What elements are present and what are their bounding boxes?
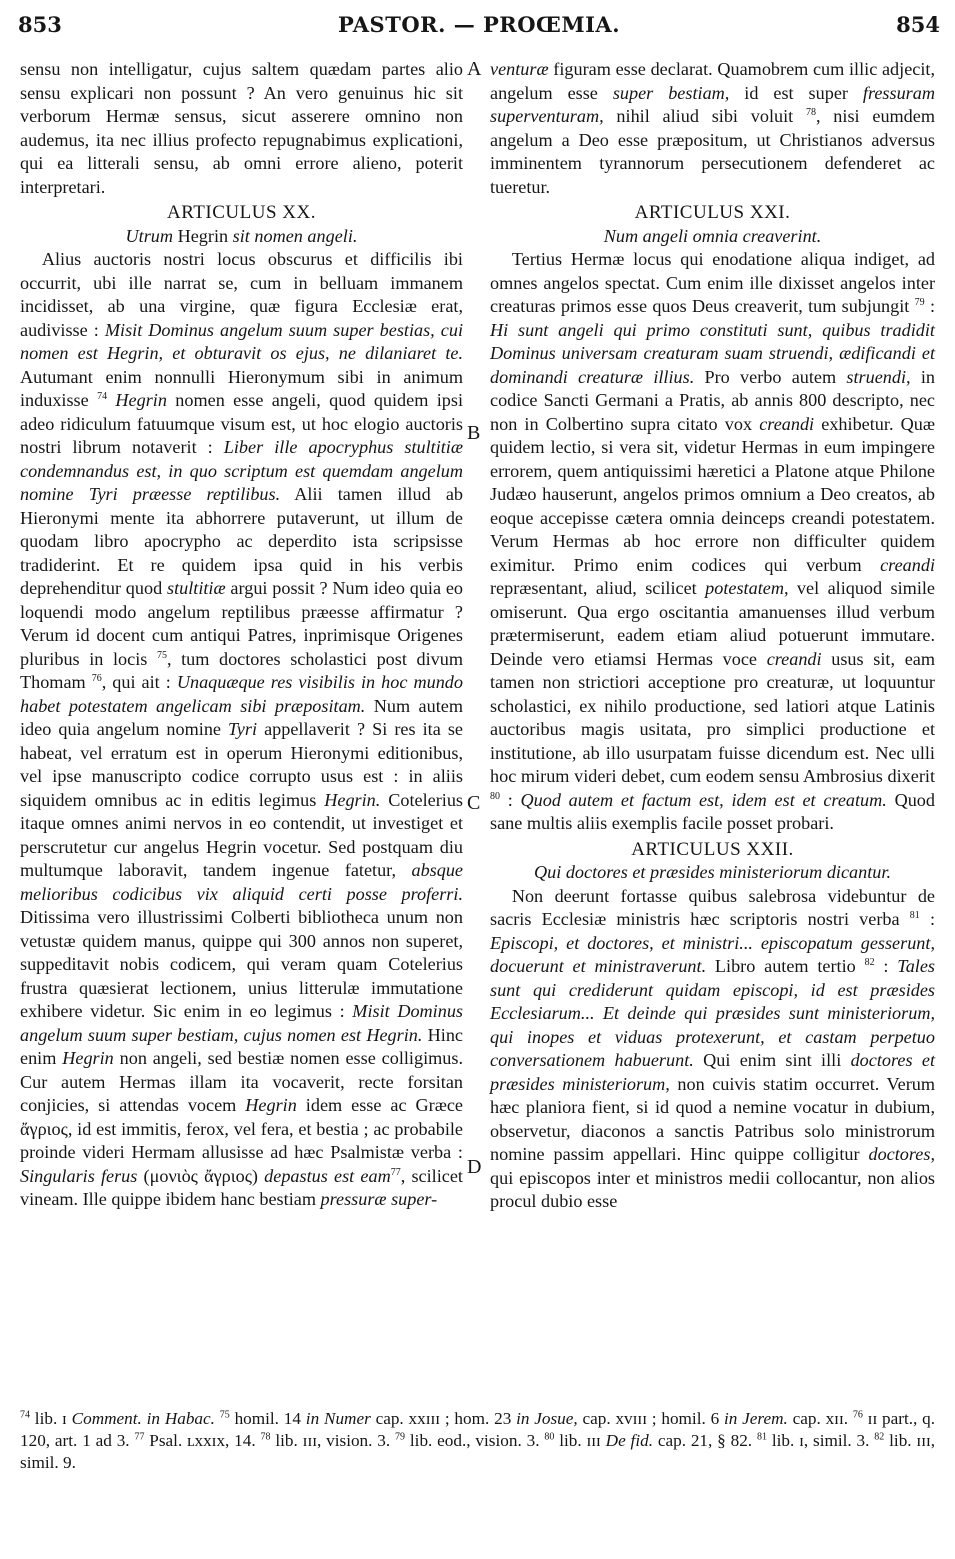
text-run: exhibetur. Quæ quidem lectio, si vera sit, videtur Hermas in eum impingere errorem, quem antiquissimi hæretici a Platone atque Philone Judæo hauserunt, angelos primos omnium a Deo creatos, ab eoque accepisse cætera omnia deinceps creandi potestatem. Verum Hermas ab hoc errore non difficulter quidem eximitur. Primo enim codices qui verbum (490, 413, 935, 575)
right-column (490, 58, 935, 1214)
quotation: Liber ille apocryphus stultitiæ condemnandus est, in quo scriptum est quemdam angelum nomine Tyri præesse reptilibus. (20, 437, 463, 504)
footnote-number: 75 (219, 1409, 230, 1421)
quotation: Hegrin (107, 390, 167, 410)
article-22-subtitle: Qui doctores et præsides ministeriorum dicantur. (533, 862, 891, 882)
text-run: id est super (729, 82, 863, 103)
footnote-text: lib. ɪɪɪ, simil. 9. (20, 1431, 936, 1472)
text-run: usus sit, eam tamen non strictiori acceptione pro creaturæ, ut loquuntur scholastici, ex nihilo productione, sed latiori atque Latinis auctoribus magis usitata, pro simplici productione et institutione, ab illo usurpatam fuisse dicendum est. Nec ulli hoc mirum videri debet, cum eodem sensu Ambrosius dixerit (490, 648, 935, 786)
footnote-text: cap. xᴠɪɪɪ ; homil. 6 (577, 1409, 724, 1428)
text-run: (μονιὸς ἄγριος) (137, 1165, 265, 1186)
quotation: fressuram superventuram, (490, 82, 935, 126)
text-run: Ditissima vero illustrissimi Colberti bibliotheca unum non vetustæ quidem manus, quippe qui 300 annos non superet, suppeditavit nobis codicem, qui veram quam Cotelerius frustra quæsierat lectionem, unius litterulæ immutatione exhibere videtur. Sic enim in eo legimus : (20, 907, 463, 1021)
footnotes (20, 1408, 935, 1474)
footnote-text: in Josue, (516, 1409, 578, 1428)
quotation: venturæ (490, 59, 549, 79)
article-21-paragraph (490, 248, 935, 836)
paragraph-continued: sensu non intelligatur, cujus saltem quædam partes alio sensu explicari non possunt ? An vero genuinus hic sit verborum Hermæ sensus, sicut asserere omnino non audemus, ita nec illius profecto repugnabimus explicationi, qui ea litterali sensu, ab omni errore alieno, poterit interpretari. (20, 59, 463, 197)
footnote-number: 78 (260, 1431, 271, 1443)
footnote-text: De fid. (605, 1431, 653, 1450)
article-20-heading: ARTICULUS XX. (167, 202, 316, 223)
page-number-left: 853 (18, 12, 62, 37)
article-22-heading: ARTICULUS XXII. (631, 838, 794, 860)
footnote-ref-80[interactable]: 80 (490, 790, 500, 802)
quotation: super bestiam, (612, 82, 730, 103)
text-run: argui possit ? Num ideo quia eo loquendi modo angelum reptilibus præesse affirmatur ? Verum id docent cum antiqui Patres, inprimisque Origenes pluribus in locis (20, 578, 464, 669)
margin-marker-b: B (467, 422, 481, 444)
text-run: nomen esse angeli, quod quidem ipsi adeo ridiculum fatuumque visum est, ut hoc elogio auctoris nostri librum notaverit : (20, 390, 463, 457)
text-run: vel aliquod simile omiserunt. Qua ergo oscitantia amanuenses illud verbum prætermiserunt, eadem etiam aliud potuerunt immutare. Deinde vero etiamsi Hermas voce (490, 578, 935, 669)
text-run: qui episcopos inter et ministros medii collocantur, non alios procul dubio esse (490, 1167, 935, 1211)
margin-marker-d: D (467, 1156, 482, 1178)
article-21-subtitle: Num angeli omnia creaverint. (603, 225, 822, 246)
footnote-number: 79 (395, 1431, 406, 1443)
quotation: Tyri (228, 719, 258, 739)
margin-marker-c: C (467, 792, 481, 814)
quotation: Episcopi, et doctores, et ministri... episcopatum gesserunt, docuerunt et ministraverunt. (490, 932, 935, 976)
quotation: Hi sunt angeli qui primo constituti sunt, quibus tradidit Dominus universam creaturam suam struendi, ædificandi et dominandi creaturæ illius. (490, 319, 935, 387)
subtitle-part: sit nomen angeli. (232, 225, 358, 246)
footnote-text: lib. ɪɪɪ (554, 1431, 606, 1450)
quotation: creandi (880, 554, 935, 575)
text-run: appellaverit ? Si res ita se habeat, vel erratum est in operum Hieronymi editionibus, vel ipse manuscripto codice corrupto usus est : in aliis siquidem omnibus ac in editis legimus (20, 719, 463, 810)
text-run: : (874, 956, 898, 976)
footnote-text: homil. 14 (229, 1409, 306, 1428)
paragraph-continued (490, 58, 935, 199)
footnote-number: 77 (134, 1431, 145, 1443)
text-run: repræsentant, aliud, scilicet (490, 578, 706, 598)
footnote-number: 74 (20, 1409, 30, 1421)
footnote-text: lib. ɪ, simil. 3. (766, 1431, 870, 1450)
quotation: doctores, (868, 1144, 935, 1164)
text-run: idem esse ac Græce ἄγριος, id est immitis, ferox, vel fera, et bestia ; ac probabile proinde videri Hermam allusisse ad hæc Psalmistæ verba : (20, 1095, 464, 1162)
subtitle-part: Utrum (125, 225, 174, 246)
article-20-paragraph (20, 248, 463, 1212)
text-run: Hinc enim (20, 1024, 463, 1068)
article-22-paragraph (490, 885, 935, 1214)
quotation: doctores et præsides ministeriorum, (490, 1050, 935, 1094)
footnote-number: 80 (544, 1431, 555, 1443)
quotation: struendi, (846, 366, 911, 387)
quotation: Singularis ferus (20, 1165, 138, 1186)
quotation: Misit Dominus angelum suum super bestiam, cujus nomen est Hegrin. (20, 1001, 463, 1045)
subtitle-part: Hegrin (173, 225, 233, 246)
text-run: , tum doctores scholastici post divum Thomam (20, 648, 463, 692)
text-run: Pro verbo autem (694, 366, 847, 387)
text-run: : (919, 909, 935, 929)
article-20-subtitle (20, 225, 463, 249)
quotation: depastus est eam (264, 1165, 391, 1186)
text-run: figuram esse declarat. Quamobrem cum illic adjecit, angelum esse (490, 59, 935, 103)
footnote-ref-79[interactable]: 79 (914, 296, 925, 308)
quotation: Tales sunt qui crediderunt quidam episcopi, id est præsides Ecclesiarum... Et deinde qui præsides sunt ministeriorum, qui inopes et viduas protexerunt, et castam perpetuo conversationem habuerunt. (490, 956, 935, 1070)
quotation: Unaquæque res visibilis in hoc mundo habet potestatem angelicam sibi præpositam. (20, 672, 463, 716)
text-run: : (924, 296, 935, 316)
quotation: Hegrin (62, 1048, 114, 1068)
article-21-heading: ARTICULUS XXI. (634, 202, 791, 223)
footnote-text: Comment. in Habac. (71, 1409, 215, 1428)
text-run: nihil aliud sibi voluit (603, 106, 806, 126)
text-run: Tertius Hermæ locus qui enodatione aliqua indiget, ad omnes angelos spectat. Cum enim ille dixisset angelos inter creaturas primos esse quos Deus creaverit, tum subjungit (490, 249, 935, 316)
text-run: Autumant enim nonnulli Hieronymum sibi in animum induxisse (20, 366, 463, 410)
running-header (18, 12, 940, 46)
text-run: Non deerunt fortasse quibus salebrosa videbuntur de sacris Ecclesiæ ministris hæc scriptoris nostri verba (490, 885, 935, 929)
left-column (20, 58, 463, 1212)
footnote-text: lib. eod., vision. 3. (405, 1431, 540, 1450)
text-run: Quod sane multis aliis exemplis facile posset probari. (490, 789, 935, 833)
quotation: Hegrin (245, 1095, 297, 1115)
text-run: , nisi eumdem angelum a Deo esse præpositum, ut Christianos adversus imminentem tyrannorum persecutionem defenderet ac tueretur. (490, 106, 935, 197)
text-run: non cuivis statim occurret. Verum hæc planiora fient, si id quod a nemine vocatur in dubium, observetur, diaconos a sanctis Patribus solo ministrorum nomine passim appellari. Hinc quippe colligitur (490, 1073, 935, 1164)
footnote-ref-81[interactable]: 81 (909, 909, 920, 921)
footnote-text: ɪɪ part., q. 120, art. 1 ad 3. (20, 1409, 936, 1450)
text-run: Cotelerius itaque omnes animi nervos in eo contendit, ut investiget et perscrutetur cur angelus Hegrin vocetur. Sed postquam diu multumque laboravit, tandem ingenue fatetur, (20, 789, 464, 880)
text-run: in codice Sancti Germani a Pratis, ab annis 800 descripto, nec non in Colbertino supra citato vox (490, 366, 935, 434)
footnote-text: in Numer (305, 1409, 371, 1428)
quotation: Hegrin. (324, 789, 381, 810)
footnote-ref-74[interactable]: 74 (97, 390, 108, 402)
text-run: Alius auctoris nostri locus obscurus et difficilis ibi occurrit, ubi ille narrat se, cum in belluam immanem incidisset, ab una virgine, quæ figura Ecclesiæ erat, audivisse : (20, 249, 463, 340)
footnote-text: cap. xɪɪ. (787, 1409, 849, 1428)
margin-marker-a: A (467, 58, 482, 80)
quotation: stultitiæ (167, 578, 226, 598)
footnote-text: cap. xxɪɪɪ ; hom. 23 (370, 1409, 517, 1428)
running-title: PASTOR. — PROŒMIA. (337, 12, 621, 37)
footnote-text: lib. ɪ (30, 1409, 72, 1428)
text-run: Libro autem tertio (706, 956, 865, 976)
text-run: , scilicet vineam. Ille quippe ibidem hanc bestiam (20, 1165, 463, 1209)
text-run: : (500, 789, 521, 810)
text-run: Num autem ideo quia angelum nomine (20, 695, 463, 739)
quotation: Misit Dominus angelum suum super bestias, cui nomen est Hegrin, et obturavit os ejus, ne dilaniaret te. (20, 319, 463, 363)
footnote-text: in Jerem. (724, 1409, 788, 1428)
quotation: creandi (766, 648, 822, 669)
text-run: , qui ait : (101, 672, 177, 692)
footnote-number: 76 (852, 1409, 863, 1421)
quotation: creandi (759, 413, 815, 434)
footnote-text: cap. 21, § 82. (653, 1431, 753, 1450)
footnote-number: 81 (756, 1431, 767, 1443)
text-run: non angeli, sed bestiæ nomen esse colligimus. Cur autem Hermas illam ita vocaverit, recte forsitan conjicies, si attendas vocem (20, 1048, 463, 1115)
footnote-ref-82[interactable]: 82 (864, 956, 875, 968)
page-number-right: 854 (896, 12, 940, 37)
text-run: Qui enim sint illi (693, 1050, 851, 1070)
footnote-text: lib. ɪɪɪ, vision. 3. (270, 1431, 391, 1450)
footnote-ref-75[interactable]: 75 (156, 649, 167, 661)
quotation: absque melioribus codicibus vix aliquid certi posse proferri. (20, 860, 463, 904)
footnote-ref-77[interactable]: 77 (390, 1166, 401, 1178)
footnote-ref-76[interactable]: 76 (91, 672, 102, 684)
quotation: potestatem, (705, 578, 789, 598)
footnote-number: 82 (874, 1431, 885, 1443)
text-run: Alii tamen illud ab Hieronymi mente ita abhorrere putaverunt, ut illum de quodam libro apocrypho ac deperdito ista scripsisse tradiderint. Et re quidem ipsa quid in his verbis deprehenditur quod (20, 484, 463, 598)
quotation: pressuræ super- (320, 1189, 438, 1209)
quotation: Quod autem et factum est, idem est et creatum. (520, 789, 887, 810)
footnote-text: Psal. ʟxxɪx, 14. (144, 1431, 256, 1450)
footnote-ref-78[interactable]: 78 (805, 106, 816, 118)
